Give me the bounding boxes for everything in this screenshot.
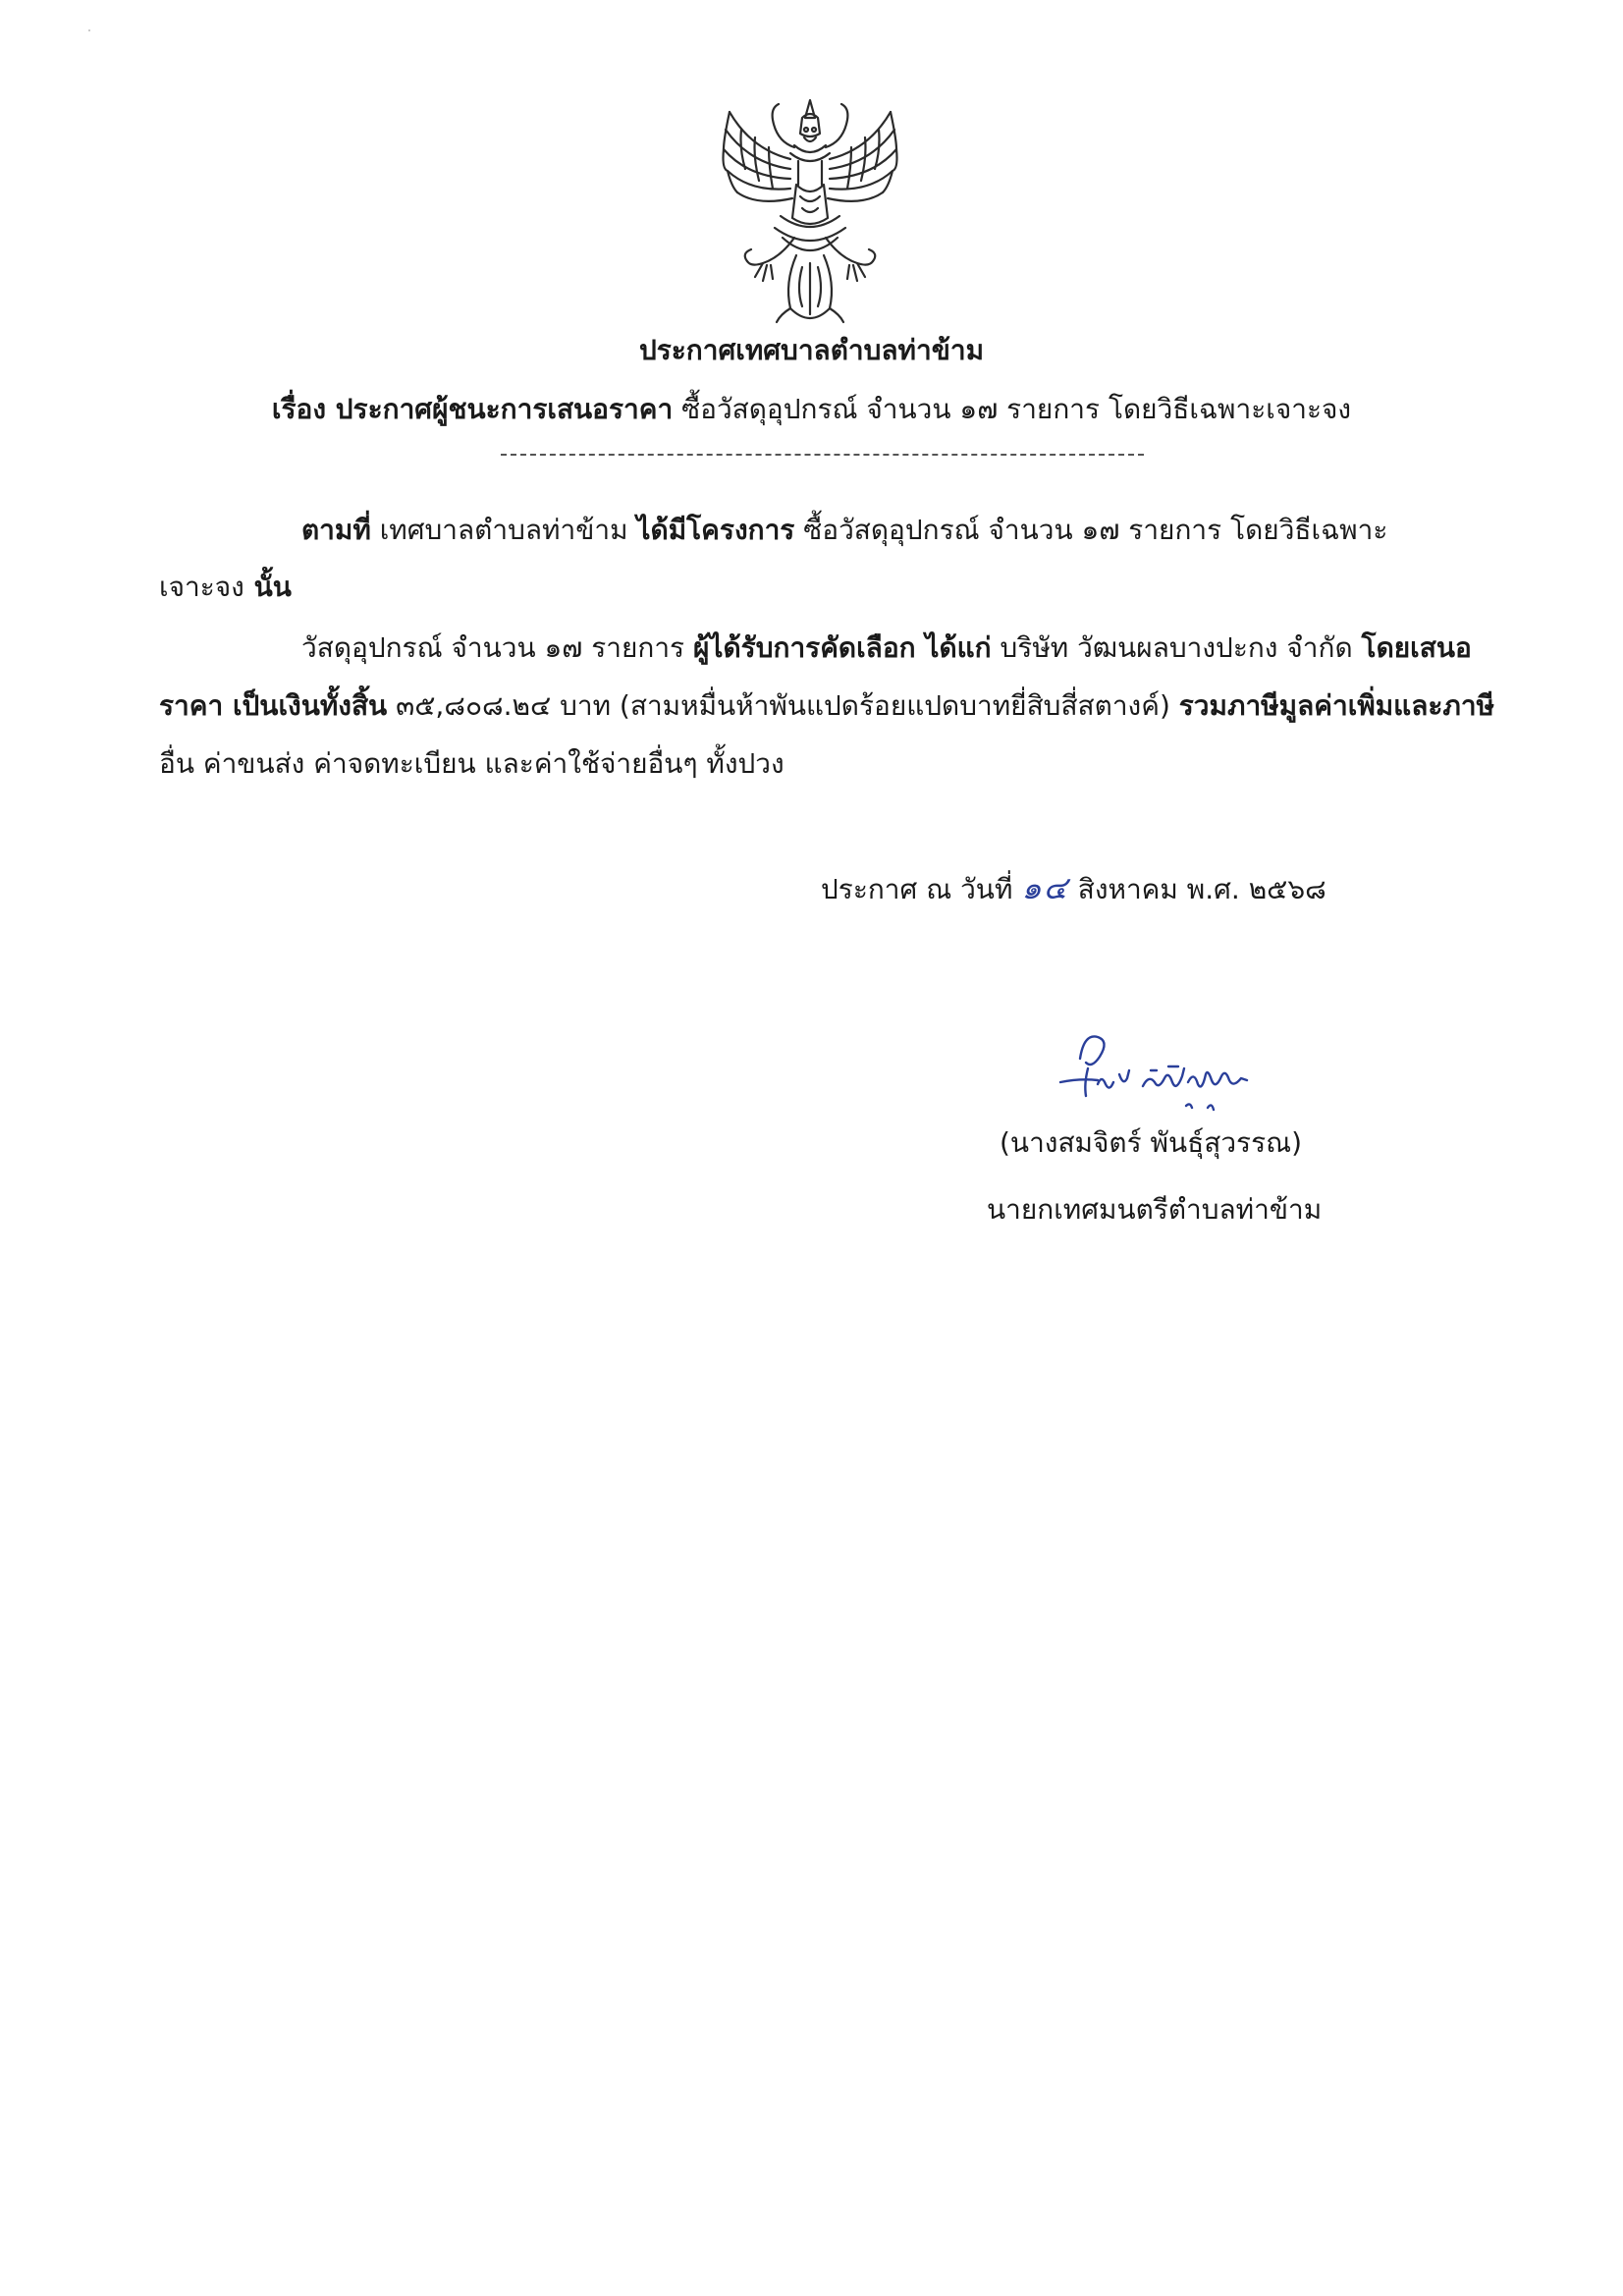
- p2-amount: ๓๕,๘๐๘.๒๔ บาท (สามหมื่นห้าพันแปดร้อยแปดบาทยี่สิบสี่สตางค์): [387, 689, 1179, 722]
- p1-project: ซื้อวัสดุอุปกรณ์ จำนวน ๑๗ รายการ โดยวิธีเฉพาะ: [794, 514, 1388, 546]
- p2-company: บริษัท วัฒนผลบางปะกง จำกัด: [991, 631, 1362, 664]
- subject-prefix: เรื่อง ประกาศผู้ชนะการเสนอราคา: [271, 393, 674, 425]
- p2-costs: อื่น ค่าขนส่ง ค่าจดทะเบียน และค่าใช้จ่ายอื่นๆ ทั้งปวง: [159, 747, 784, 780]
- garuda-emblem-icon: [712, 90, 908, 326]
- signatory-position: นายกเทศมนตรีตำบลท่าข้าม: [987, 1193, 1323, 1226]
- p2-tax-label: รวมภาษีมูลค่าเพิ่มและภาษี: [1178, 689, 1495, 722]
- separator-line: [501, 454, 1144, 456]
- p2-offer-label: โดยเสนอ: [1361, 631, 1472, 664]
- scan-speck: [88, 29, 90, 31]
- paragraph-1-line-1: [301, 511, 1387, 550]
- p1-method-end: เจาะจง: [159, 571, 244, 603]
- paragraph-2-line-3: [159, 744, 784, 784]
- announcement-day: ๑๔: [1021, 869, 1069, 906]
- signatory-name: (นางสมจิตร์ พันธุ์สุวรรณ): [1000, 1126, 1303, 1159]
- p1-according-label: ตามที่: [301, 514, 371, 546]
- announcement-month-year: สิงหาคม พ.ศ. ๒๕๖๘: [1068, 873, 1326, 905]
- handwritten-signature-icon: [1041, 1013, 1296, 1131]
- subject-line: [0, 390, 1623, 429]
- p2-items: วัสดุอุปกรณ์ จำนวน ๑๗ รายการ: [301, 631, 693, 664]
- p1-closing: นั้น: [243, 571, 292, 603]
- p1-project-label: ได้มีโครงการ: [636, 514, 795, 546]
- p2-total-label: ราคา เป็นเงินทั้งสิ้น: [159, 689, 388, 722]
- paragraph-1-line-2: [159, 568, 292, 607]
- p2-winner-label: ผู้ได้รับการคัดเลือก ได้แก่: [693, 631, 992, 664]
- announcement-date: [821, 868, 1326, 909]
- paragraph-2-line-1: [301, 629, 1472, 668]
- subject-text: ซื้อวัสดุอุปกรณ์ จำนวน ๑๗ รายการ โดยวิธีเฉพาะเจาะจง: [673, 393, 1352, 425]
- announcement-prefix: ประกาศ ณ วันที่: [821, 873, 1022, 905]
- p1-agency: เทศบาลตำบลท่าข้าม: [370, 514, 637, 546]
- paragraph-2-line-2: [159, 686, 1494, 726]
- page-title: ประกาศเทศบาลตำบลท่าข้าม: [638, 334, 985, 366]
